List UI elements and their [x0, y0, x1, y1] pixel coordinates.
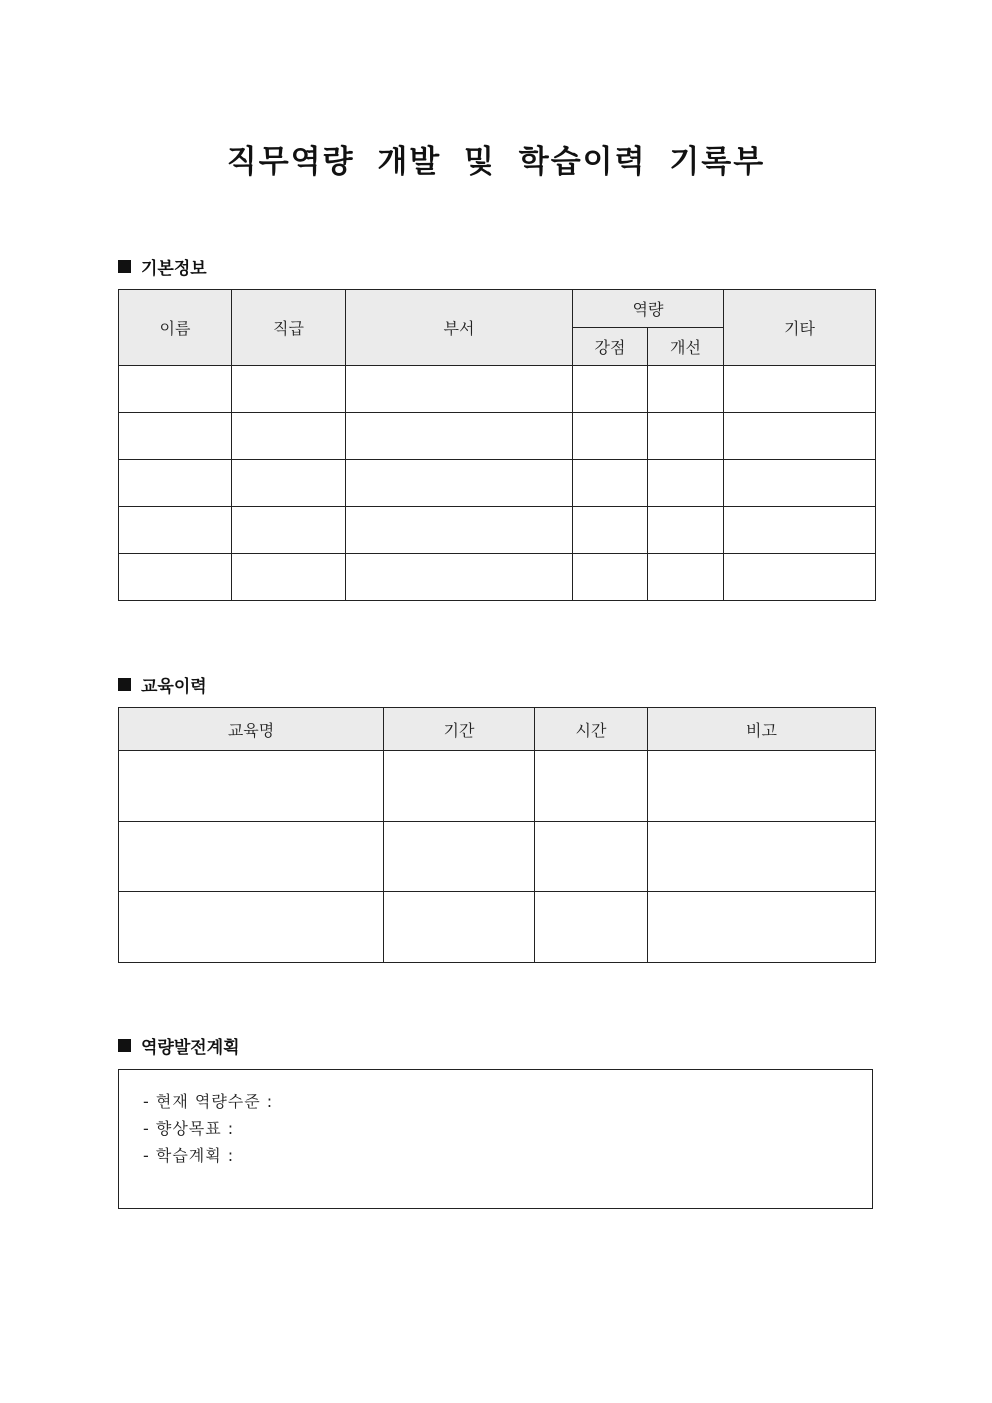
hours-cell[interactable]: [535, 751, 648, 822]
rank-cell[interactable]: [232, 413, 346, 460]
square-bullet-icon: [118, 678, 131, 691]
table-row: [119, 460, 876, 507]
section-heading-plan: [118, 1033, 240, 1058]
section-heading-education-label: 교육이력: [141, 677, 207, 697]
course-cell[interactable]: [119, 822, 384, 892]
current-level-line: - 현재 역량수준 :: [143, 1092, 274, 1111]
note-cell[interactable]: [648, 822, 876, 892]
dept-cell[interactable]: [346, 413, 573, 460]
square-bullet-icon: [118, 260, 131, 273]
table-row: [119, 822, 876, 892]
period-cell[interactable]: [384, 822, 535, 892]
improvement-goal-line: - 향상목표 :: [143, 1119, 235, 1138]
header-strength: 강점: [573, 328, 648, 366]
header-name: 이름: [119, 290, 232, 366]
header-etc: 기타: [724, 290, 876, 366]
name-cell[interactable]: [119, 460, 232, 507]
etc-cell[interactable]: [724, 554, 876, 601]
table-row: [119, 751, 876, 822]
improve-cell[interactable]: [648, 366, 724, 413]
note-cell[interactable]: [648, 751, 876, 822]
section-heading-education: [118, 672, 207, 697]
development-plan-box[interactable]: [118, 1069, 873, 1209]
table-row: [119, 554, 876, 601]
header-improve: 개선: [648, 328, 724, 366]
rank-cell[interactable]: [232, 554, 346, 601]
section-heading-plan-label: 역량발전계획: [141, 1038, 240, 1058]
note-cell[interactable]: [648, 892, 876, 963]
rank-cell[interactable]: [232, 460, 346, 507]
header-dept: 부서: [346, 290, 573, 366]
strength-cell[interactable]: [573, 460, 648, 507]
rank-cell[interactable]: [232, 507, 346, 554]
etc-cell[interactable]: [724, 507, 876, 554]
dept-cell[interactable]: [346, 366, 573, 413]
education-history-table: [118, 707, 876, 963]
etc-cell[interactable]: [724, 460, 876, 507]
rank-cell[interactable]: [232, 366, 346, 413]
square-bullet-icon: [118, 1039, 131, 1052]
hours-cell[interactable]: [535, 892, 648, 963]
section-heading-basic: [118, 254, 207, 279]
course-cell[interactable]: [119, 892, 384, 963]
name-cell[interactable]: [119, 507, 232, 554]
table-row: [119, 892, 876, 963]
dept-cell[interactable]: [346, 554, 573, 601]
period-cell[interactable]: [384, 751, 535, 822]
improve-cell[interactable]: [648, 554, 724, 601]
header-rank: 직급: [232, 290, 346, 366]
header-hours: 시간: [535, 708, 648, 751]
improve-cell[interactable]: [648, 413, 724, 460]
header-note: 비고: [648, 708, 876, 751]
course-cell[interactable]: [119, 751, 384, 822]
strength-cell[interactable]: [573, 413, 648, 460]
improve-cell[interactable]: [648, 507, 724, 554]
strength-cell[interactable]: [573, 507, 648, 554]
strength-cell[interactable]: [573, 554, 648, 601]
improve-cell[interactable]: [648, 460, 724, 507]
etc-cell[interactable]: [724, 366, 876, 413]
learning-plan-line: - 학습계획 :: [143, 1146, 235, 1165]
strength-cell[interactable]: [573, 366, 648, 413]
header-competency: 역량: [573, 290, 724, 328]
table-row: [119, 413, 876, 460]
section-heading-basic-label: 기본정보: [141, 259, 207, 279]
table-row: [119, 366, 876, 413]
basic-info-table: [118, 289, 876, 601]
period-cell[interactable]: [384, 892, 535, 963]
dept-cell[interactable]: [346, 460, 573, 507]
name-cell[interactable]: [119, 413, 232, 460]
dept-cell[interactable]: [346, 507, 573, 554]
page-title: 직무역량 개발 및 학습이력 기록부: [226, 144, 766, 180]
name-cell[interactable]: [119, 554, 232, 601]
name-cell[interactable]: [119, 366, 232, 413]
etc-cell[interactable]: [724, 413, 876, 460]
hours-cell[interactable]: [535, 822, 648, 892]
table-row: [119, 507, 876, 554]
header-period: 기간: [384, 708, 535, 751]
header-course: 교육명: [119, 708, 384, 751]
